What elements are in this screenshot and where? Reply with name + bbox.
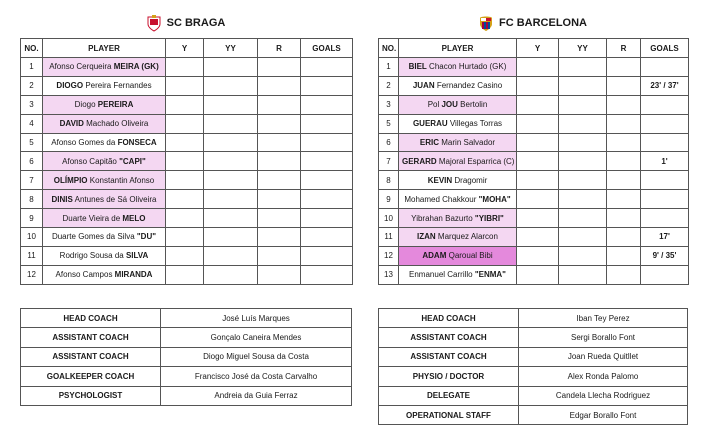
yellow-card-cell <box>166 228 204 247</box>
table-row <box>379 265 689 284</box>
staff-role: ASSISTANT COACH <box>379 347 519 366</box>
yellow-card-cell <box>166 171 204 190</box>
goals-cell <box>641 265 689 284</box>
braga-crest-icon <box>147 15 161 32</box>
player-number: 11 <box>21 246 43 265</box>
red-card-cell <box>607 76 641 95</box>
col-header-no: NO. <box>21 39 43 58</box>
goals-cell <box>301 246 353 265</box>
yellow-card-cell <box>166 190 204 209</box>
red-card-cell <box>607 228 641 247</box>
col-header-yy: YY <box>204 39 258 58</box>
player-name-bold: "YIBRI" <box>474 213 504 223</box>
red-card-cell <box>258 190 301 209</box>
red-card-cell <box>258 58 301 77</box>
yellow-card-cell <box>166 58 204 77</box>
second-yellow-cell <box>204 133 258 152</box>
player-name-bold: GUERAU <box>412 119 448 129</box>
player-name-bold: ADAM <box>422 251 447 261</box>
red-card-cell <box>607 114 641 133</box>
player-name <box>43 152 166 171</box>
table-header-row <box>379 39 689 58</box>
player-name-suffix: Konstantin Afonso <box>87 175 155 185</box>
player-name-bold: GERARD <box>402 156 437 166</box>
player-name-bold: OLÍMPIO <box>53 175 88 185</box>
goals-cell <box>301 228 353 247</box>
player-number: 8 <box>379 171 399 190</box>
player-name <box>399 58 517 77</box>
player-name-prefix: Afonso Cerqueira <box>49 62 114 72</box>
player-name-bold: DIOGO <box>56 81 84 91</box>
table-row <box>21 228 353 247</box>
staff-role: ASSISTANT COACH <box>379 328 519 347</box>
player-name-suffix: Majoral Esparrica (C) <box>436 156 515 166</box>
staff-name: Andreia da Guia Ferraz <box>161 386 352 405</box>
player-name <box>43 58 166 77</box>
goals-cell: 17' <box>641 228 689 247</box>
staff-name: Candela Llecha Rodriguez <box>519 386 688 405</box>
player-number: 2 <box>379 76 399 95</box>
table-row <box>379 246 689 265</box>
staff-row <box>379 367 688 386</box>
player-name-prefix: Enmanuel Carrillo <box>409 270 475 280</box>
yellow-card-cell <box>166 114 204 133</box>
second-yellow-cell <box>559 58 607 77</box>
table-row <box>21 152 353 171</box>
player-name-bold: MIRANDA <box>114 270 153 280</box>
player-name-prefix: Pol <box>427 100 442 110</box>
player-name-suffix: Qaroual Bibi <box>446 251 493 261</box>
player-name-suffix: Bertolin <box>457 100 488 110</box>
player-name-suffix: Fernandez Casino <box>434 81 503 91</box>
table-header-row <box>21 39 353 58</box>
col-header-goals: GOALS <box>301 39 353 58</box>
barcelona-header <box>378 8 688 38</box>
goals-cell <box>301 95 353 114</box>
red-card-cell <box>258 133 301 152</box>
player-name-prefix: Duarte Gomes da Silva <box>51 232 137 242</box>
yellow-card-cell <box>166 152 204 171</box>
player-name-prefix: Diogo <box>74 100 98 110</box>
red-card-cell <box>258 246 301 265</box>
second-yellow-cell <box>559 171 607 190</box>
player-name <box>399 171 517 190</box>
braga-staff-section <box>20 308 352 406</box>
staff-name: Iban Tey Perez <box>519 309 688 328</box>
goals-cell <box>641 95 689 114</box>
goals-cell: 23' / 37' <box>641 76 689 95</box>
yellow-card-cell <box>517 114 559 133</box>
goals-cell: 9' / 35' <box>641 246 689 265</box>
barcelona-staff-table <box>378 308 688 425</box>
staff-name: Gonçalo Caneira Mendes <box>161 328 352 347</box>
col-header-yy: YY <box>559 39 607 58</box>
player-name-prefix: Rodrigo Sousa da <box>59 251 126 261</box>
red-card-cell <box>258 228 301 247</box>
table-row <box>21 76 353 95</box>
yellow-card-cell <box>166 95 204 114</box>
red-card-cell <box>607 209 641 228</box>
player-name-suffix: Antunes de Sá Oliveira <box>72 194 157 204</box>
player-name <box>43 76 166 95</box>
red-card-cell <box>258 95 301 114</box>
red-card-cell <box>607 58 641 77</box>
second-yellow-cell <box>559 152 607 171</box>
yellow-card-cell <box>517 133 559 152</box>
red-card-cell <box>607 133 641 152</box>
player-number: 5 <box>21 133 43 152</box>
red-card-cell <box>258 114 301 133</box>
player-number: 4 <box>21 114 43 133</box>
player-name <box>43 246 166 265</box>
staff-row <box>379 386 688 405</box>
staff-name: Alex Ronda Palomo <box>519 367 688 386</box>
red-card-cell <box>607 171 641 190</box>
second-yellow-cell <box>559 190 607 209</box>
table-row <box>379 171 689 190</box>
player-name <box>43 114 166 133</box>
yellow-card-cell <box>517 171 559 190</box>
player-number: 13 <box>379 265 399 284</box>
second-yellow-cell <box>559 228 607 247</box>
yellow-card-cell <box>517 265 559 284</box>
player-name <box>399 152 517 171</box>
second-yellow-cell <box>204 209 258 228</box>
table-row <box>379 152 689 171</box>
player-number: 1 <box>379 58 399 77</box>
player-number: 5 <box>379 114 399 133</box>
staff-role: ASSISTANT COACH <box>21 347 161 366</box>
table-row <box>379 133 689 152</box>
player-name-bold: "DU" <box>136 232 157 242</box>
yellow-card-cell <box>166 76 204 95</box>
table-row <box>379 190 689 209</box>
player-name-bold: PEREIRA <box>97 100 134 110</box>
player-name-bold: BIEL <box>408 62 427 72</box>
yellow-card-cell <box>166 265 204 284</box>
barcelona-lineup-table <box>378 38 689 285</box>
player-number: 3 <box>379 95 399 114</box>
barcelona-crest-icon <box>479 15 493 32</box>
player-name-bold: DINIS <box>51 194 73 204</box>
player-name <box>399 76 517 95</box>
player-name-prefix: Duarte Vieira de <box>62 213 123 223</box>
yellow-card-cell <box>517 95 559 114</box>
second-yellow-cell <box>559 95 607 114</box>
red-card-cell <box>607 152 641 171</box>
player-name <box>43 95 166 114</box>
second-yellow-cell <box>559 133 607 152</box>
player-name-prefix: Afonso Gomes da <box>51 138 118 147</box>
second-yellow-cell <box>559 265 607 284</box>
player-name-bold: JOU <box>441 100 458 110</box>
player-number: 2 <box>21 76 43 95</box>
player-name <box>399 228 517 247</box>
player-number: 12 <box>21 265 43 284</box>
staff-role: HEAD COACH <box>21 309 161 328</box>
staff-role: PSYCHOLOGIST <box>21 386 161 405</box>
player-number: 9 <box>21 209 43 228</box>
second-yellow-cell <box>204 58 258 77</box>
table-row <box>21 171 353 190</box>
player-name-bold: SILVA <box>125 251 149 261</box>
red-card-cell <box>258 152 301 171</box>
yellow-card-cell <box>517 152 559 171</box>
goals-cell <box>301 190 353 209</box>
player-name-suffix: Chacon Hurtado (GK) <box>426 62 507 72</box>
table-row <box>21 246 353 265</box>
goals-cell <box>301 76 353 95</box>
staff-row <box>21 367 352 386</box>
player-name-bold: ERIC <box>419 138 440 147</box>
player-name <box>399 190 517 209</box>
staff-row <box>21 328 352 347</box>
player-number: 9 <box>379 190 399 209</box>
player-number: 10 <box>21 228 43 247</box>
table-row <box>379 95 689 114</box>
col-header-y: Y <box>517 39 559 58</box>
table-row <box>379 58 689 77</box>
red-card-cell <box>258 209 301 228</box>
goals-cell <box>301 209 353 228</box>
table-row <box>21 95 353 114</box>
player-name-suffix: Villegas Torras <box>447 119 503 129</box>
second-yellow-cell <box>559 209 607 228</box>
table-row <box>21 114 353 133</box>
table-row <box>379 209 689 228</box>
player-name <box>399 209 517 228</box>
goals-cell <box>641 190 689 209</box>
yellow-card-cell <box>166 246 204 265</box>
staff-name: Francisco José da Costa Carvalho <box>161 367 352 386</box>
col-header-r: R <box>258 39 301 58</box>
player-name <box>399 246 517 265</box>
table-row <box>379 76 689 95</box>
second-yellow-cell <box>559 246 607 265</box>
staff-name: Diogo Miguel Sousa da Costa <box>161 347 352 366</box>
staff-row <box>379 309 688 328</box>
col-header-no: NO. <box>379 39 399 58</box>
player-number: 7 <box>379 152 399 171</box>
player-name-bold: "CAPI" <box>119 156 146 166</box>
yellow-card-cell <box>517 209 559 228</box>
staff-role: PHYSIO / DOCTOR <box>379 367 519 386</box>
staff-role: GOALKEEPER COACH <box>21 367 161 386</box>
second-yellow-cell <box>204 76 258 95</box>
staff-role: HEAD COACH <box>379 309 519 328</box>
second-yellow-cell <box>559 114 607 133</box>
staff-name: José Luís Marques <box>161 309 352 328</box>
staff-name: Sergi Borallo Font <box>519 328 688 347</box>
player-name <box>43 190 166 209</box>
second-yellow-cell <box>204 190 258 209</box>
second-yellow-cell <box>204 228 258 247</box>
player-name-bold: IZAN <box>417 232 436 242</box>
table-row <box>21 190 353 209</box>
yellow-card-cell <box>517 246 559 265</box>
player-number: 6 <box>379 133 399 152</box>
col-header-player: PLAYER <box>43 39 166 58</box>
player-name-prefix: Mohamed Chakkour <box>404 194 479 204</box>
goals-cell: 1' <box>641 152 689 171</box>
staff-row <box>379 347 688 366</box>
goals-cell <box>641 133 689 152</box>
player-name <box>399 114 517 133</box>
red-card-cell <box>607 265 641 284</box>
player-name-bold: "ENMA" <box>474 270 506 280</box>
table-row <box>21 209 353 228</box>
barcelona-staff-section <box>378 308 688 425</box>
table-row <box>379 228 689 247</box>
player-number: 10 <box>379 209 399 228</box>
player-name-suffix: Pereira Fernandes <box>83 81 152 91</box>
second-yellow-cell <box>204 114 258 133</box>
second-yellow-cell <box>204 171 258 190</box>
player-name <box>399 95 517 114</box>
staff-row <box>21 309 352 328</box>
yellow-card-cell <box>517 190 559 209</box>
staff-row <box>379 328 688 347</box>
player-name-suffix: Marin Salvador <box>439 138 496 147</box>
staff-role: OPERATIONAL STAFF <box>379 405 519 424</box>
player-name-suffix: Marquez Alarcon <box>435 232 498 242</box>
player-name <box>399 133 517 152</box>
player-name-bold: FONSECA <box>117 138 157 147</box>
player-number: 6 <box>21 152 43 171</box>
goals-cell <box>301 58 353 77</box>
table-row <box>379 114 689 133</box>
yellow-card-cell <box>517 76 559 95</box>
player-name-prefix: Afonso Campos <box>55 270 115 280</box>
braga-team-name: SC BRAGA <box>166 17 226 29</box>
player-name-suffix: Dragomir <box>452 175 488 185</box>
staff-row <box>379 405 688 424</box>
player-name <box>399 265 517 284</box>
second-yellow-cell <box>204 152 258 171</box>
staff-row <box>21 347 352 366</box>
player-name <box>43 171 166 190</box>
col-header-r: R <box>607 39 641 58</box>
goals-cell <box>301 265 353 284</box>
player-name-suffix: Machado Oliveira <box>83 119 149 129</box>
player-number: 1 <box>21 58 43 77</box>
player-number: 12 <box>379 246 399 265</box>
col-header-goals: GOALS <box>641 39 689 58</box>
goals-cell <box>641 58 689 77</box>
player-number: 3 <box>21 95 43 114</box>
red-card-cell <box>258 265 301 284</box>
barcelona-team-name: FC BARCELONA <box>499 17 587 29</box>
barcelona-section <box>378 8 688 285</box>
player-name-prefix: Yibrahan Bazurto <box>411 213 475 223</box>
player-name <box>43 265 166 284</box>
player-name <box>43 133 166 152</box>
player-number: 11 <box>379 228 399 247</box>
table-row <box>21 58 353 77</box>
red-card-cell <box>258 171 301 190</box>
red-card-cell <box>607 190 641 209</box>
player-name <box>43 209 166 228</box>
staff-name: Joan Rueda Quitllet <box>519 347 688 366</box>
player-name-bold: DAVID <box>59 119 84 129</box>
braga-header <box>20 8 352 38</box>
player-name-bold: KEVIN <box>427 175 453 185</box>
table-row <box>21 265 353 284</box>
second-yellow-cell <box>204 95 258 114</box>
goals-cell <box>301 171 353 190</box>
player-name <box>43 228 166 247</box>
staff-role: DELEGATE <box>379 386 519 405</box>
yellow-card-cell <box>517 228 559 247</box>
staff-row <box>21 386 352 405</box>
goals-cell <box>301 114 353 133</box>
player-name-bold: MELO <box>122 213 146 223</box>
goals-cell <box>301 133 353 152</box>
braga-section <box>20 8 352 285</box>
player-number: 8 <box>21 190 43 209</box>
second-yellow-cell <box>204 265 258 284</box>
red-card-cell <box>607 246 641 265</box>
player-name-bold: "MOHA" <box>478 194 511 204</box>
yellow-card-cell <box>517 58 559 77</box>
goals-cell <box>301 152 353 171</box>
goals-cell <box>641 209 689 228</box>
col-header-player: PLAYER <box>399 39 517 58</box>
goals-cell <box>641 114 689 133</box>
red-card-cell <box>607 95 641 114</box>
player-name-bold: MEIRA (GK) <box>113 62 159 72</box>
player-number: 7 <box>21 171 43 190</box>
second-yellow-cell <box>204 246 258 265</box>
red-card-cell <box>258 76 301 95</box>
staff-role: ASSISTANT COACH <box>21 328 161 347</box>
staff-name: Edgar Borallo Font <box>519 405 688 424</box>
yellow-card-cell <box>166 209 204 228</box>
yellow-card-cell <box>166 133 204 152</box>
braga-lineup-table <box>20 38 353 285</box>
col-header-y: Y <box>166 39 204 58</box>
table-row <box>21 133 353 152</box>
player-name-prefix: Afonso Capitão <box>62 156 120 166</box>
player-name-bold: JUAN <box>412 81 435 91</box>
second-yellow-cell <box>559 76 607 95</box>
goals-cell <box>641 171 689 190</box>
braga-staff-table <box>20 308 352 406</box>
